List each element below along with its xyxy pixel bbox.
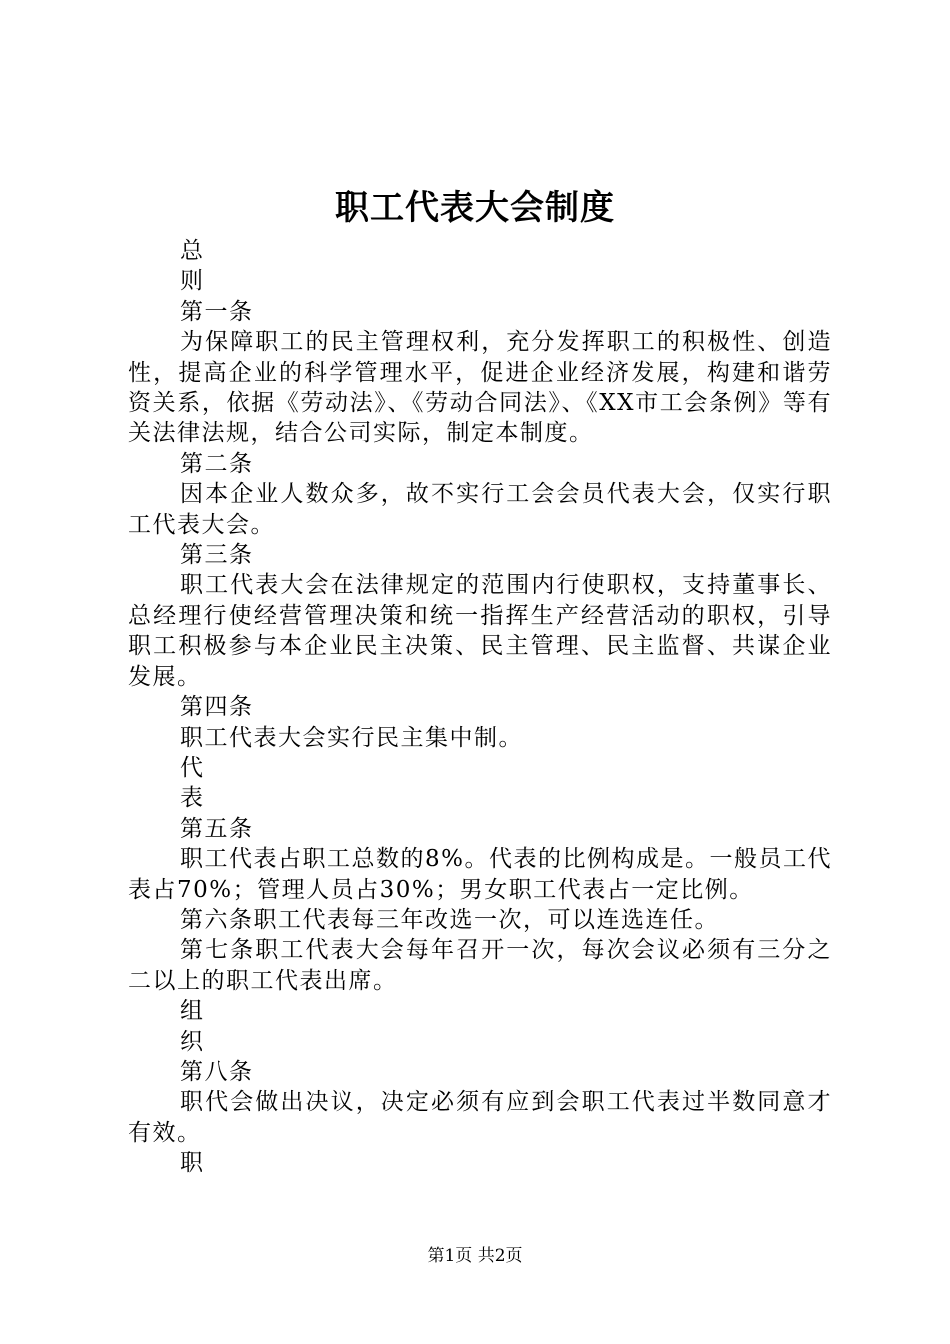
paragraph: 代 <box>180 754 205 781</box>
paragraph: 组 <box>180 998 205 1025</box>
paragraph: 表 <box>180 785 205 812</box>
paragraph: 职工代表大会在法律规定的范围内行使职权，支持董事长、总经理行使经营管理决策和统一指挥生产经营活动的职权，引导职工积极参与本企业民主决策、民主管理、民主监督、共谋企业发展。 <box>128 572 832 690</box>
paragraph: 第三条 <box>180 542 254 569</box>
paragraph: 职工代表占职工总数的8%。代表的比例构成是。一般员工代表占70%；管理人员占30%；男女职工代表占一定比例。 <box>128 846 832 903</box>
paragraph: 职工代表大会实行民主集中制。 <box>180 724 523 751</box>
paragraph: 职代会做出决议，决定必须有应到会职工代表过半数同意才有效。 <box>128 1089 832 1146</box>
paragraph: 总 <box>180 238 205 264</box>
paragraph: 第六条职工代表每三年改选一次，可以连选连任。 <box>180 906 719 933</box>
paragraph: 为保障职工的民主管理权利，充分发挥职工的积极性、创造性，提高企业的科学管理水平，促进企业经济发展，构建和谐劳资关系，依据《劳动法》、《劳动合同法》、《XX市工会条例》等有关法律法规，结合公司实际，制定本制度。 <box>128 329 832 447</box>
paragraph: 第一条 <box>180 298 254 325</box>
paragraph: 第八条 <box>180 1058 254 1085</box>
paragraph: 织 <box>180 1028 205 1055</box>
paragraph: 第四条 <box>180 694 254 721</box>
document-body <box>128 236 832 1179</box>
paragraph: 第七条职工代表大会每年召开一次，每次会议必须有三分之二以上的职工代表出席。 <box>128 937 832 994</box>
paragraph: 第二条 <box>180 450 254 477</box>
paragraph: 第五条 <box>180 815 254 842</box>
paragraph: 因本企业人数众多，故不实行工会会员代表大会，仅实行职工代表大会。 <box>128 481 832 538</box>
paragraph: 职 <box>180 1150 205 1177</box>
paragraph: 则 <box>180 268 205 295</box>
page-title: 职工代表大会制度 <box>335 188 615 228</box>
page-footer: 第1页 共2页 <box>427 1246 523 1266</box>
